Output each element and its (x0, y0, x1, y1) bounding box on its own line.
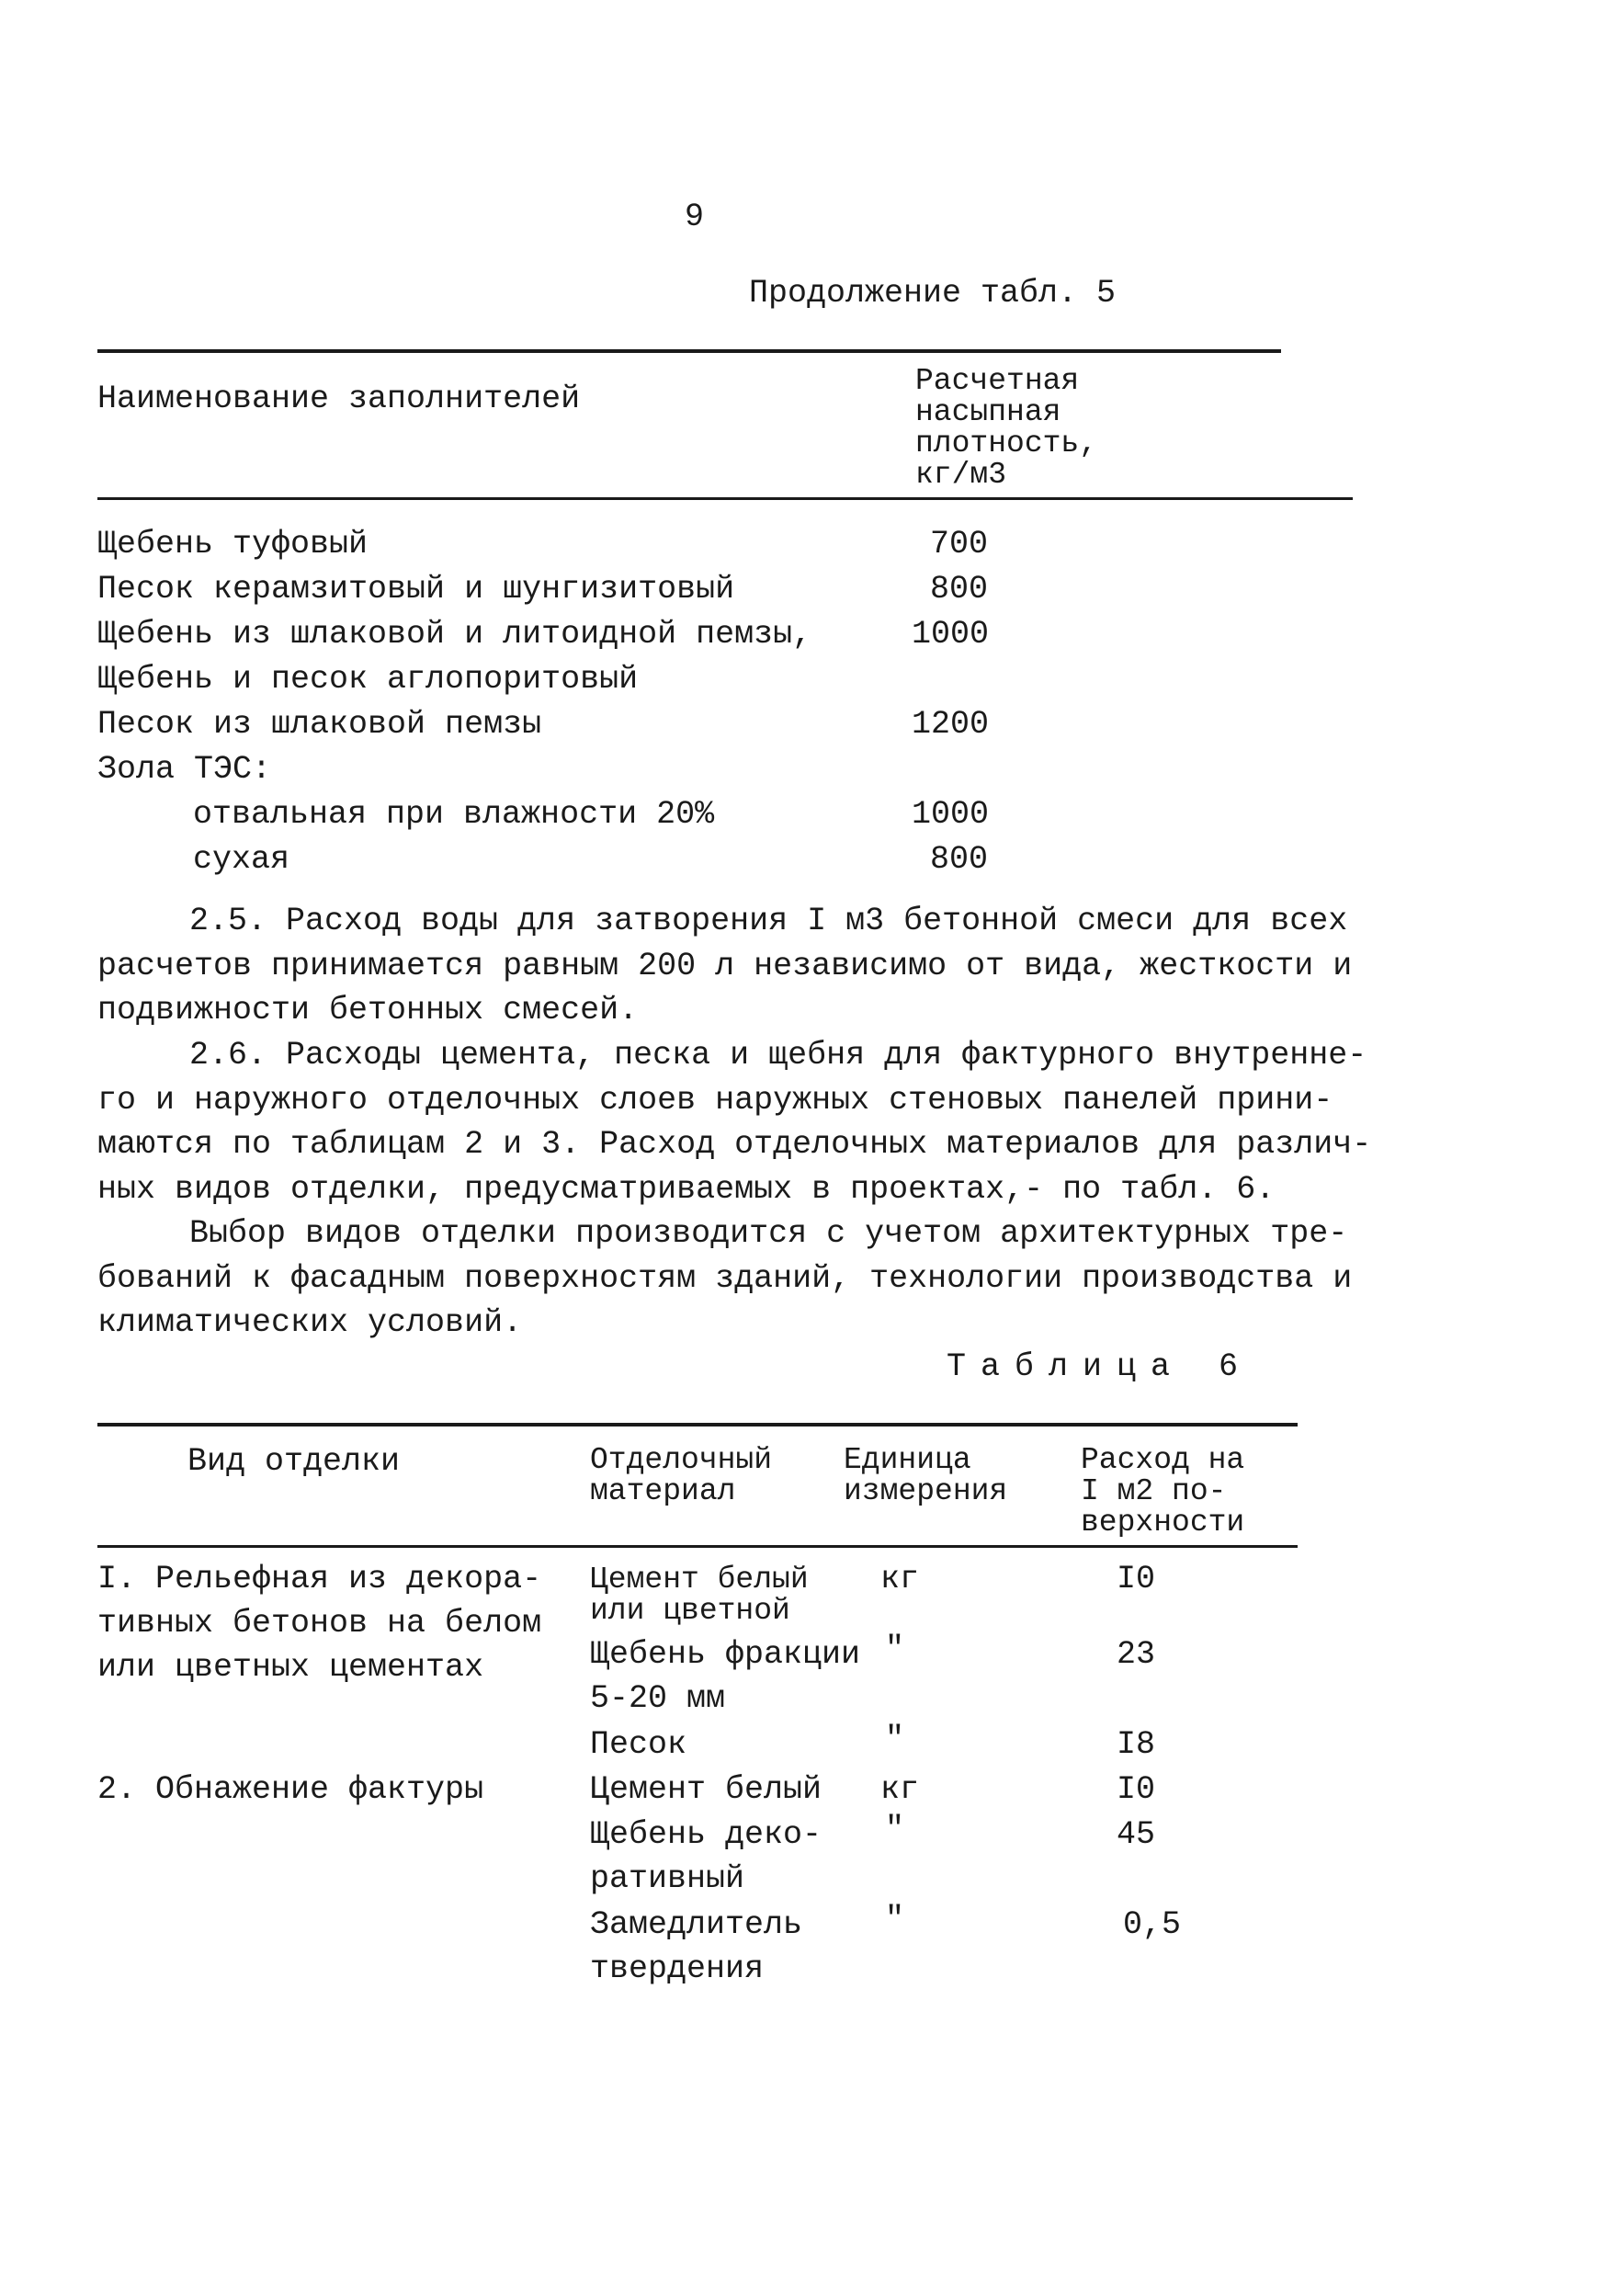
table6-value: 0,5 (1123, 1906, 1182, 1943)
table6-caption: Таблица 6 (947, 1348, 1253, 1385)
table6-group-type: I. Рельефная из декора- тивных бетонов на белом или цветных цементах (97, 1561, 542, 1686)
table5-top-rule (97, 349, 1281, 353)
table6-unit: " (885, 1811, 905, 1847)
paragraph-2-6 (97, 1033, 1371, 1211)
table5-row-name: Песок керамзитовый и шунгизитовый (97, 571, 735, 608)
table6-header-type: Вид отделки (187, 1443, 401, 1480)
table5-row-value: 800 (930, 571, 989, 608)
table5-caption: Продолжение табл. 5 (749, 275, 1117, 312)
table5-header-name: Наименование заполнителей (97, 381, 581, 417)
table6-material: Песок (590, 1726, 687, 1763)
table5-header-density: Расчетная насыпная плотность, кг/м3 (915, 364, 1098, 492)
table6-unit: " (885, 1721, 905, 1757)
page-number: 9 (685, 199, 705, 235)
table5-row-name: Зола ТЭС: (97, 751, 272, 788)
table6-value: I0 (1117, 1771, 1156, 1808)
table6-value: I8 (1117, 1726, 1156, 1763)
table5-row-value: 800 (930, 841, 989, 878)
table6-unit: кг (880, 1561, 920, 1597)
table5-row-name: отвальная при влажности 20% (193, 796, 715, 833)
paragraph-line: бований к фасадным поверхностям зданий, технологии производства и (97, 1259, 1353, 1297)
table5-row-name: Щебень из шлаковой и литоидной пемзы, (97, 616, 812, 653)
table6-value: I0 (1117, 1561, 1156, 1597)
table6-material: Цемент белый (590, 1771, 822, 1808)
table5-row-name: сухая (193, 841, 290, 878)
paragraph-line: 2.5. Расход воды для затворения I м3 бетонной смеси для всех (189, 903, 1348, 939)
table6-unit: " (885, 1901, 905, 1938)
table5-row-value: 1000 (912, 796, 990, 833)
paragraph-line: маются по таблицам 2 и 3. Расход отделочных материалов для различ- (97, 1126, 1372, 1163)
paragraph-line: ных видов отделки, предусматриваемых в проектах,- по табл. 6. (97, 1170, 1276, 1208)
table6-header-unit: Единица измерения (844, 1443, 1008, 1508)
table5-row-name: Щебень и песок аглопоритовый (97, 661, 639, 698)
table5-row-name: Песок из шлаковой пемзы (97, 706, 542, 743)
table5-header-rule (97, 497, 1353, 500)
table6-unit: кг (880, 1771, 920, 1808)
table6-value: 23 (1117, 1636, 1156, 1673)
table6-material: Замедлитель твердения (590, 1906, 803, 1987)
table5-row-name: Щебень туфовый (97, 526, 369, 563)
table6-material: Щебень фракции 5-20 мм (590, 1636, 861, 1717)
table6-header-rule (97, 1545, 1298, 1548)
paragraph-line: 2.6. Расходы цемента, песка и щебня для фактурного внутренне- (189, 1037, 1367, 1074)
table5-row-value: 1000 (912, 616, 990, 653)
table6-unit: " (885, 1631, 905, 1667)
table6-value: 45 (1117, 1816, 1156, 1853)
table6-material: Цемент белый или цветной (590, 1563, 809, 1628)
paragraph-line: климатических условий. (97, 1304, 523, 1341)
table6-top-rule (97, 1423, 1298, 1426)
table5-row-value: 1200 (912, 706, 990, 743)
paragraph-line: подвижности бетонных смесей. (97, 992, 639, 1029)
table6-header-material: Отделочный материал (590, 1443, 773, 1508)
paragraph-line: Выбор видов отделки производится с учетом архитектурных тре- (189, 1215, 1348, 1252)
paragraph-finishing-selection (97, 1211, 1352, 1346)
table5-row-value: 700 (930, 526, 989, 563)
table6-header-rate: Расход на I м2 по- верхности (1081, 1443, 1245, 1540)
paragraph-line: расчетов принимается равным 200 л независимо от вида, жесткости и (97, 947, 1353, 984)
table6-group-type: 2. Обнажение фактуры (97, 1771, 484, 1808)
table6-material: Щебень деко- ративный (590, 1816, 822, 1897)
paragraph-2-5 (97, 899, 1352, 1033)
paragraph-line: го и наружного отделочных слоев наружных стеновых панелей прини- (97, 1081, 1333, 1119)
